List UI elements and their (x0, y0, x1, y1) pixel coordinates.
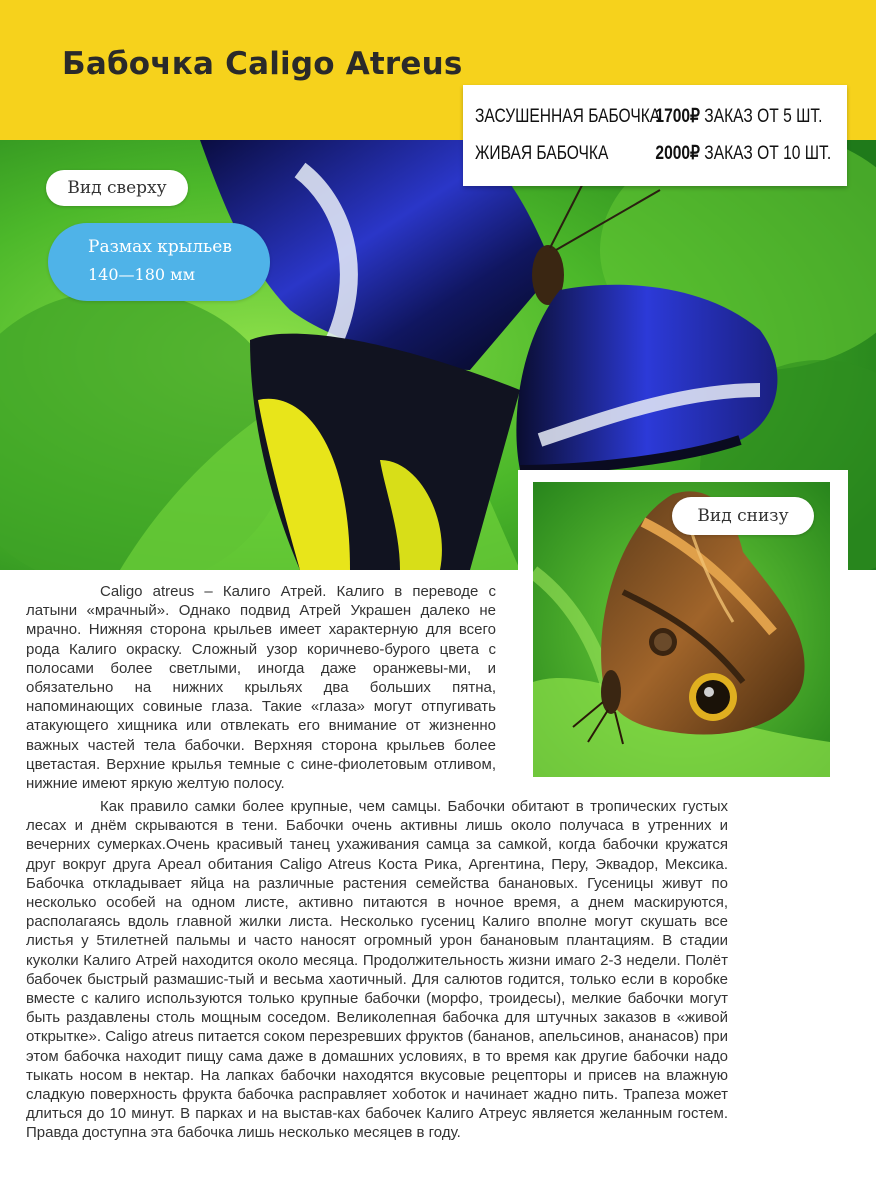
paragraph-text: Как правило самки более крупные, чем самцы. Бабочки обитают в тропических густых лесах и днём скрываются в тени. Бабочки очень активны лишь около получаса в утренних и вечерних сумерках.Очень красивый танец ухаживания самца за самкой, когда бабочки кружатся друг вокруг друга Ареал обитания Caligo Atreus Коста Рика, Аргентина, Перу, Эквадор, Мексика. Бабочка откладывает яйца на различные растения семейства банановых. Гусеницы живут по несколько особей на одном листе, активно питаются в ночное время, а днем маскируются, располагаясь вдоль главной жилки листа. Несколько гусениц Калиго вполне могут скушать все листья у 5тилетней пальмы и часто наносят огромный урон банановым плантациям. В стадии куколки Калиго Атрей находится около месяца. Продолжительность жизни имаго 2-3 недели. Полёт бабочек быстрый размашис-тый и весьма хаотичный. Для салютов годится, только если в коробке вместе с калиго используются только крупные бабочки (морфо, троидесы), мелкие бабочки могут быть раздавлены столь мощным соседом. Великолепная бабочка для штучных заказов в «живой открытке». Caligo atreus питается соком перезревших фруктов (бананов, апельсинов, ананасов) при этом бабочка находит пищу сама даже в домашних условиях, в то время как другие бабочки надо тыкать носом в нектар. На лапках бабочки находятся вкусовые рецепторы и присев на влажную сладкую поверхность фрукта бабочка расправляет хоботок и начинает жадно пить. Трапеза может длиться до 10 минут. В парках и на выстав-ках бабочек Калиго Атреус является желанным гостем. Правда доступна эта бабочка лишь несколько месяцев в году. (26, 798, 728, 1142)
price-item-name: ЗАСУШЕННАЯ БАБОЧКА (475, 106, 661, 127)
price-value: 2000₽ (655, 143, 700, 164)
top-view-label: Вид сверху (46, 170, 188, 206)
article-paragraph-1 (26, 582, 496, 793)
price-item-name: ЖИВАЯ БАБОЧКА (475, 143, 609, 164)
page-title: Бабочка Caligo Atreus (62, 46, 463, 82)
article-paragraph-2 (26, 797, 728, 1143)
price-value: 1700₽ (655, 106, 700, 127)
order-min: ЗАКАЗ ОТ 10 ШТ. (704, 143, 832, 164)
price-row-dried (475, 105, 823, 128)
order-min: ЗАКАЗ ОТ 5 ШТ. (704, 106, 823, 127)
price-list (463, 85, 847, 186)
paragraph-text: Caligo atreus – Калиго Атрей. Калиго в переводе с латыни «мрачный». Однако подвид Атрей Украшен далеко не мрачно. Нижняя сторона крыльев имеет характерную для всего рода Калиго окраску. Сложный узор коричнево-бурого цвета с полосами более светлыми, иногда даже оранжевы-ми, и обязательно на нижних крыльях два больших пятна, напоминающих совиные глаза. Такие «глаза» могут отпугивать атакующего хищника или отвлекать его внимание от жизненно важных частей тела бабочки. Верхняя сторона крыльев более цветастая. Верхние крылья темные с сине-фиолетовым отливом, нижние имеют яркую желтую полосу. (26, 583, 496, 793)
bottom-view-label: Вид снизу (672, 497, 814, 535)
price-row-live (475, 142, 831, 165)
wingspan-value: 140—180 мм (88, 265, 196, 284)
wingspan-title: Размах крыльев (88, 237, 232, 257)
wingspan-badge (48, 223, 270, 301)
